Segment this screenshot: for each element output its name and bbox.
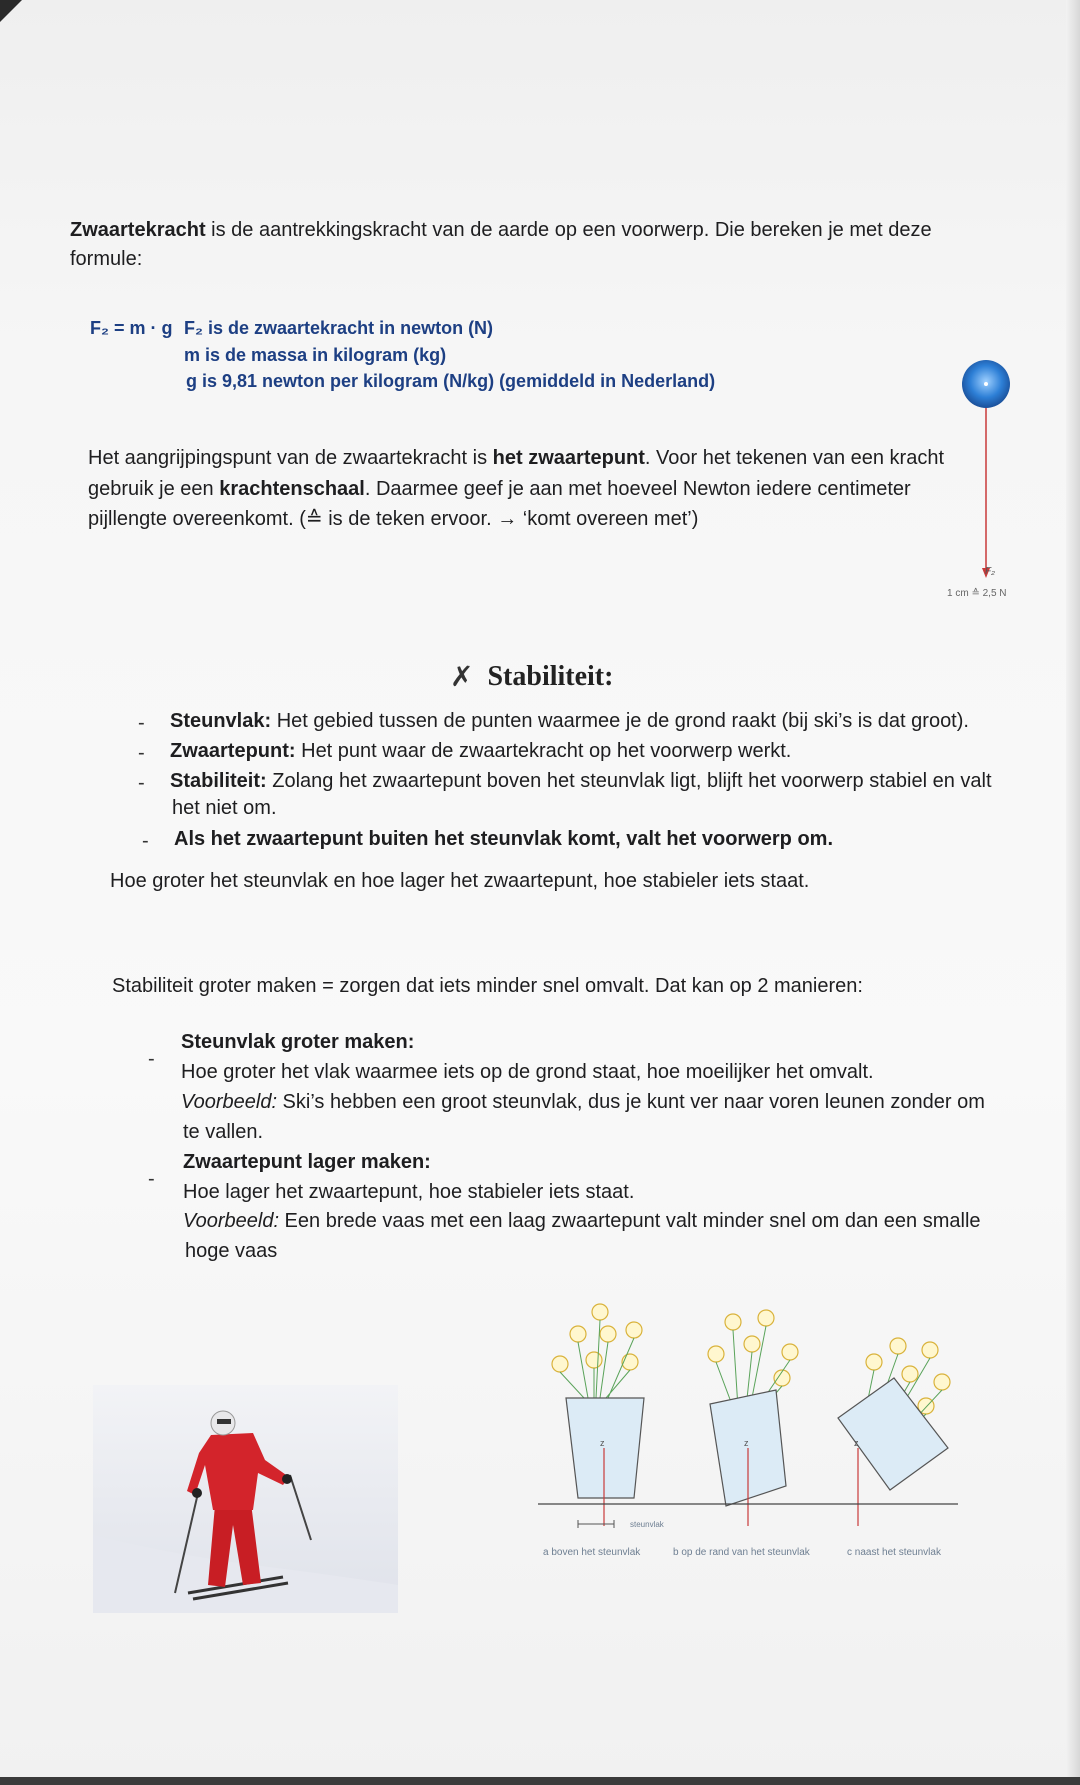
balloon-force-illustration bbox=[952, 348, 1012, 583]
text: Het gebied tussen de punten waarmee je de grond raakt (bij ski’s is dat groot). bbox=[271, 710, 969, 732]
text: Ski’s hebben een groot steunvlak, dus je kunt ver naar voren leunen zonder om bbox=[277, 1091, 985, 1113]
method-1-text: Hoe groter het vlak waarmee iets op de grond staat, hoe moeilijker het omvalt. bbox=[181, 1061, 874, 1083]
term-krachtenschaal: krachtenschaal bbox=[219, 478, 365, 500]
text: Het punt waar de zwaartekracht op het voorwerp werkt. bbox=[295, 740, 792, 762]
bullet-dash: - bbox=[148, 1168, 155, 1190]
methods-intro: Stabiliteit groter maken = zorgen dat iets minder snel omvalt. Dat kan op 2 manieren: bbox=[112, 975, 863, 997]
caption-b: b op de rand van het steunvlak bbox=[673, 1547, 810, 1558]
method-2-example-cont: hoge vaas bbox=[185, 1240, 278, 1262]
skier-photo bbox=[93, 1385, 398, 1613]
caption-a: a boven het steunvlak bbox=[543, 1547, 641, 1558]
page-bottom-edge bbox=[0, 1777, 1080, 1785]
term: Zwaartepunt: bbox=[170, 740, 296, 762]
stability-summary: Hoe groter het steunvlak en hoe lager het zwaartepunt, hoe stabieler iets staat. bbox=[110, 870, 810, 892]
list-item bbox=[170, 706, 969, 736]
aangrijping-line-1 bbox=[88, 443, 944, 473]
term: Steunvlak: bbox=[170, 710, 272, 732]
method-2-title: Zwaartepunt lager maken: bbox=[183, 1151, 431, 1173]
method-1-example-cont: te vallen. bbox=[183, 1121, 264, 1143]
method-1-example bbox=[181, 1087, 985, 1117]
method-2-example bbox=[183, 1206, 981, 1236]
z-label-b: z bbox=[744, 1438, 749, 1448]
force-scale-label: 1 cm ≙ 2,5 N bbox=[947, 588, 1007, 599]
vase-a bbox=[566, 1398, 644, 1498]
z-label-a: z bbox=[600, 1438, 605, 1448]
text: . Daarmee geef je aan met hoeveel Newton iedere centimeter bbox=[364, 478, 911, 500]
bullet-dash: - bbox=[138, 772, 145, 794]
bullet-dash: - bbox=[148, 1048, 155, 1070]
intro-line-1 bbox=[70, 215, 932, 245]
text: gebruik je een bbox=[88, 478, 220, 500]
text: Een brede vaas met een laag zwaartepunt valt minder snel om dan een smalle bbox=[279, 1210, 981, 1232]
text: Het aangrijpingspunt van de zwaartekracht is bbox=[88, 447, 493, 469]
term-zwaartekracht: Zwaartekracht bbox=[70, 219, 206, 241]
flowers-b bbox=[708, 1310, 798, 1386]
text: . Voor het tekenen van een kracht bbox=[644, 447, 945, 469]
example-label: Voorbeeld: bbox=[181, 1091, 277, 1113]
flowers-a bbox=[552, 1304, 642, 1372]
z-label-c: z bbox=[854, 1438, 859, 1448]
page-corner bbox=[0, 0, 22, 22]
formula-g-definition: g is 9,81 newton per kilogram (N/kg) (gemiddeld in Nederland) bbox=[186, 371, 716, 391]
intro-line-2: formule: bbox=[70, 248, 143, 270]
bullet-dash: - bbox=[142, 830, 149, 852]
formula-m-definition: m is de massa in kilogram (kg) bbox=[184, 345, 447, 365]
section-heading-stabiliteit bbox=[450, 660, 613, 693]
cross-icon: ✗ bbox=[450, 660, 474, 693]
formula-equation: F₂ = m · g bbox=[90, 318, 173, 338]
method-2-text: Hoe lager het zwaartepunt, hoe stabieler iets staat. bbox=[183, 1181, 635, 1203]
force-label: F₂ bbox=[985, 566, 995, 577]
aangrijping-line-3: pijllengte overeenkomt. (≙ is de teken ervoor. → ‘komt overeen met’) bbox=[88, 508, 699, 530]
aangrijping-line-2 bbox=[88, 474, 911, 504]
formula-fz-definition: F₂ is de zwaartekracht in newton (N) bbox=[184, 318, 494, 338]
method-1-title: Steunvlak groter maken: bbox=[181, 1031, 415, 1053]
list-item: Als het zwaartepunt buiten het steunvlak komt, valt het voorwerp om. bbox=[174, 828, 834, 850]
list-item-continuation: het niet om. bbox=[172, 797, 277, 819]
vases-stability-figure bbox=[538, 1298, 958, 1570]
vase-c bbox=[838, 1378, 948, 1490]
steunvlak-label: steunvlak bbox=[630, 1520, 664, 1529]
list-item bbox=[170, 736, 791, 766]
bullet-dash: - bbox=[138, 712, 145, 734]
term-zwaartepunt: het zwaartepunt bbox=[492, 447, 645, 469]
term: Stabiliteit: bbox=[170, 770, 267, 792]
page-edge bbox=[1066, 0, 1080, 1785]
intro-text: is de aantrekkingskracht van de aarde op een voorwerp. Die bereken je met deze bbox=[205, 219, 932, 241]
caption-c: c naast het steunvlak bbox=[847, 1547, 941, 1558]
text: Zolang het zwaartepunt boven het steunvlak ligt, blijft het voorwerp stabiel en valt bbox=[266, 770, 992, 792]
bullet-dash: - bbox=[138, 742, 145, 764]
heading-text: Stabiliteit: bbox=[487, 660, 614, 692]
list-item bbox=[170, 766, 992, 796]
example-label: Voorbeeld: bbox=[183, 1210, 279, 1232]
